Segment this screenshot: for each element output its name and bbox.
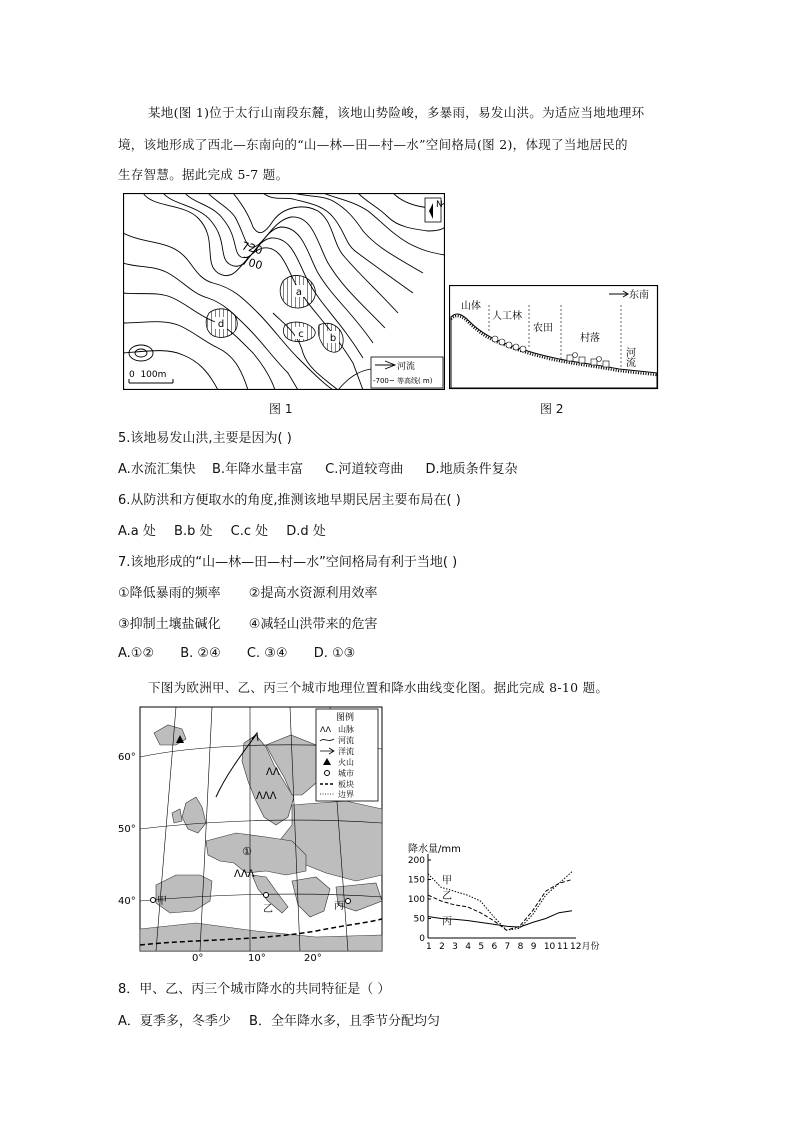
svg-text:c: c bbox=[298, 329, 304, 340]
map-legend bbox=[316, 709, 378, 801]
svg-text:b: b bbox=[329, 333, 337, 344]
svg-text:ᐱᐱ: ᐱᐱ bbox=[320, 725, 331, 734]
chart-x-tick-label: 5 bbox=[478, 942, 485, 952]
svg-text:城市: 城市 bbox=[338, 769, 354, 778]
zone-farmland: 农田 bbox=[533, 323, 553, 334]
q6-option-c[interactable]: C.c 处 bbox=[230, 524, 269, 539]
chart-x-tick-label: 2 bbox=[439, 942, 445, 952]
zone-river: 河流 bbox=[623, 347, 635, 367]
precipitation-chart bbox=[402, 838, 602, 960]
svg-text:板块: 板块 bbox=[338, 780, 354, 789]
europe-map bbox=[116, 705, 384, 963]
svg-text:0 100m: 0 100m bbox=[129, 370, 167, 380]
q8-option-b[interactable]: B．全年降水多，且季节分配均匀 bbox=[249, 1014, 440, 1029]
lat-40: 40° bbox=[118, 896, 136, 907]
lon-0: 0° bbox=[192, 953, 204, 963]
chart-y-tick-label: 100 bbox=[407, 895, 425, 905]
lat-50: 50° bbox=[118, 824, 136, 835]
city-jia: 甲 bbox=[157, 896, 167, 907]
q5-option-a[interactable]: A.水流汇集快 bbox=[118, 462, 196, 477]
passage2-line1: 下图为欧洲甲、乙、丙三个城市地理位置和降水曲线变化图。据此完成 8-10 题。 bbox=[148, 680, 609, 695]
q5-option-d[interactable]: D.地质条件复杂 bbox=[425, 462, 518, 477]
chart-x-tick-label: 8 bbox=[517, 942, 524, 952]
svg-text:东南: 东南 bbox=[629, 290, 649, 301]
q8-stem: 8．甲、乙、丙三个城市降水的共同特征是（ ） bbox=[118, 982, 391, 997]
chart-x-tick-label: 11 bbox=[556, 942, 569, 952]
svg-text:ᐱᐱ: ᐱᐱ bbox=[266, 767, 280, 778]
chart-y-tick-label: 150 bbox=[407, 875, 425, 886]
svg-text:边界: 边界 bbox=[338, 790, 354, 799]
chart-x-tick-label: 10 bbox=[543, 942, 556, 952]
lat-60: 60° bbox=[118, 752, 136, 763]
q6-stem: 6.从防洪和方便取水的角度,推测该地早期民居主要布局在( ) bbox=[118, 493, 461, 508]
q7-statements-row2 bbox=[118, 613, 377, 632]
q7-statement-1: ①降低暴雨的频率 bbox=[118, 586, 221, 601]
q7-statement-4: ④减轻山洪带来的危害 bbox=[248, 617, 378, 632]
chart-x-tick-label: 7 bbox=[504, 942, 511, 952]
figure1-contour-map bbox=[123, 193, 445, 390]
q5-option-b[interactable]: B.年降水量丰富 bbox=[211, 462, 304, 477]
svg-text:火山: 火山 bbox=[338, 758, 354, 767]
svg-text:河流: 河流 bbox=[338, 736, 354, 745]
q7-statement-3: ③抑制土壤盐碱化 bbox=[118, 617, 221, 632]
chart-y-tick-label: 0 bbox=[419, 934, 425, 944]
lon-20: 20° bbox=[304, 953, 322, 963]
svg-text:ᐱᐱᐱ: ᐱᐱᐱ bbox=[256, 791, 277, 802]
q8-options bbox=[118, 1010, 440, 1029]
q5-stem: 5.该地易发山洪,主要是因为( ) bbox=[118, 431, 292, 446]
figure2-profile bbox=[449, 285, 659, 390]
zone-mountain: 山体 bbox=[461, 301, 481, 312]
chart-x-tick-label: 9 bbox=[530, 942, 537, 952]
svg-text:图例: 图例 bbox=[336, 713, 355, 723]
q5-options bbox=[118, 458, 518, 477]
chart-x-tick-label: 1 bbox=[426, 942, 432, 952]
svg-text:d: d bbox=[217, 319, 225, 330]
q6-option-b[interactable]: B.b 处 bbox=[174, 524, 213, 539]
q7-stem: 7.该地形成的“山—林—田—村—水”空间格局有利于当地( ) bbox=[118, 555, 458, 570]
svg-text:-700~ 等高线( m): -700~ 等高线( m) bbox=[373, 377, 433, 385]
q7-option-a[interactable]: A.①② bbox=[118, 646, 155, 661]
passage1-line2: 境，该地形成了西北—东南向的“山—林—田—村—水”空间格局(图 2)，体现了当地居民的 bbox=[118, 137, 628, 152]
q6-options bbox=[118, 520, 326, 539]
q7-option-b[interactable]: B. ②④ bbox=[180, 646, 221, 661]
q7-option-d[interactable]: D. ①③ bbox=[313, 646, 356, 661]
svg-text:洋流: 洋流 bbox=[338, 747, 354, 756]
svg-text:ᐱᐱᐱ: ᐱᐱᐱ bbox=[234, 869, 255, 880]
chart-y-tick-label: 200 bbox=[407, 856, 425, 866]
zone-forest: 人工林 bbox=[492, 311, 522, 322]
svg-text:山脉: 山脉 bbox=[338, 725, 354, 734]
city-yi: 乙 bbox=[263, 904, 273, 915]
figure2-caption: 图 2 bbox=[540, 402, 564, 416]
passage1-line3: 生存智慧。据此完成 5-7 题。 bbox=[118, 167, 289, 182]
svg-text:a: a bbox=[295, 287, 303, 298]
q7-statement-2: ②提高水资源利用效率 bbox=[248, 586, 378, 601]
svg-text:N: N bbox=[436, 200, 443, 210]
city-bing: 丙 bbox=[334, 901, 344, 912]
q8-option-a[interactable]: A．夏季多，冬季少 bbox=[118, 1014, 231, 1029]
q7-statements-row1 bbox=[118, 582, 377, 601]
chart-x-tick-label: 4 bbox=[465, 942, 472, 952]
q6-option-a[interactable]: A.a 处 bbox=[118, 524, 156, 539]
chart-x-tick-label: 12月份 bbox=[570, 942, 600, 952]
chart-x-tick-label: 6 bbox=[491, 942, 498, 952]
q7-option-c[interactable]: C. ③④ bbox=[246, 646, 288, 661]
q7-options bbox=[118, 646, 355, 661]
contour-label-700: 700 bbox=[240, 254, 264, 273]
q5-option-c[interactable]: C.河道较弯曲 bbox=[325, 462, 404, 477]
chart-x-tick-label: 3 bbox=[452, 942, 458, 952]
chart-y-tick-label: 50 bbox=[413, 914, 425, 925]
passage1-line1: 某地(图 1)位于太行山南段东麓，该地山势险峻，多暴雨，易发山洪。为适应当地地理环 bbox=[148, 105, 645, 120]
series-label-2: 乙 bbox=[442, 890, 452, 902]
zone-village: 村落 bbox=[580, 333, 600, 344]
lon-10: 10° bbox=[248, 953, 266, 963]
contour-label-720: 720 bbox=[240, 239, 264, 258]
marker-1: ① bbox=[242, 845, 252, 858]
svg-text:河流: 河流 bbox=[397, 362, 416, 372]
figure1-caption: 图 1 bbox=[269, 402, 293, 416]
chart-ylabel: 降水量/mm bbox=[408, 844, 461, 855]
q6-option-d[interactable]: D.d 处 bbox=[286, 524, 326, 539]
north-arrow-icon bbox=[425, 198, 443, 222]
figure1-legend bbox=[371, 357, 443, 388]
scale-bar bbox=[125, 365, 177, 387]
series-label-1: 甲 bbox=[442, 875, 452, 887]
series-label-3: 丙 bbox=[442, 916, 452, 928]
